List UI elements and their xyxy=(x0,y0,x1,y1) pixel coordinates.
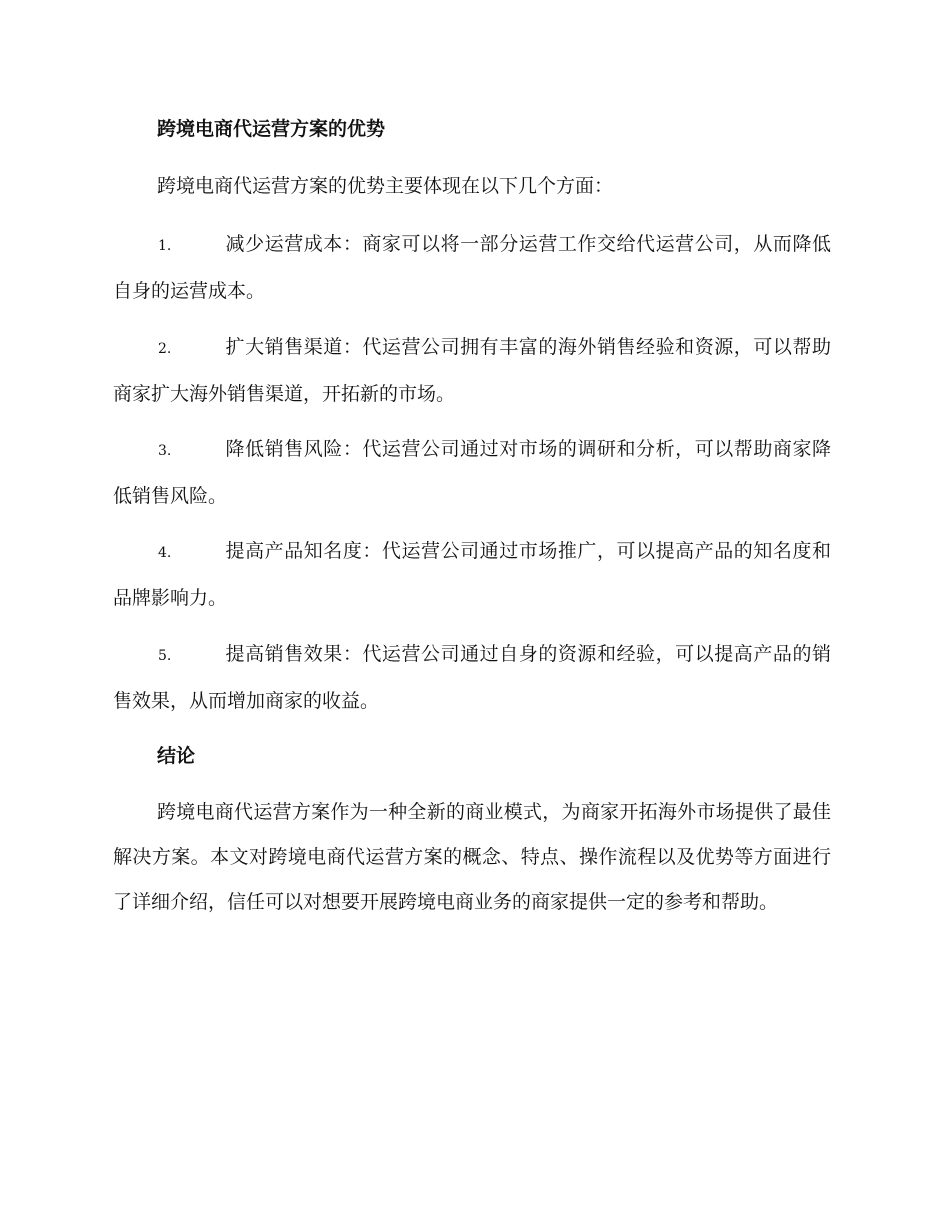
advantages-intro: 跨境电商代运营方案的优势主要体现在以下几个方面： xyxy=(157,175,614,197)
list-item xyxy=(113,632,831,724)
list-item-text: 提高产品知名度：代运营公司通过市场推广，可以提高产品的知名度和品牌影响力。 xyxy=(113,540,831,609)
list-item xyxy=(113,325,831,417)
advantages-heading: 跨境电商代运营方案的优势 xyxy=(157,118,386,140)
conclusion-heading: 结论 xyxy=(157,745,196,767)
list-item-number: 2. xyxy=(158,341,172,357)
list-item xyxy=(113,222,831,314)
list-item-text: 减少运营成本：商家可以将一部分运营工作交给代运营公司，从而降低自身的运营成本。 xyxy=(113,233,831,302)
list-item-text: 扩大销售渠道：代运营公司拥有丰富的海外销售经验和资源，可以帮助商家扩大海外销售渠道，开拓新的市场。 xyxy=(113,336,831,405)
conclusion-paragraph: 跨境电商代运营方案作为一种全新的商业模式，为商家开拓海外市场提供了最佳解决方案。本文对跨境电商代运营方案的概念、特点、操作流程以及优势等方面进行了详细介绍，信任可以对想要开展跨境电商业务的商家提供一定的参考和帮助。 xyxy=(113,801,831,913)
list-item-number: 3. xyxy=(158,443,172,459)
list-item xyxy=(113,529,831,621)
list-item xyxy=(113,427,831,519)
list-item-text: 降低销售风险：代运营公司通过对市场的调研和分析，可以帮助商家降低销售风险。 xyxy=(113,438,831,507)
list-item-number: 5. xyxy=(158,648,172,664)
list-item-text: 提高销售效果：代运营公司通过自身的资源和经验，可以提高产品的销售效果，从而增加商家的收益。 xyxy=(113,643,831,712)
list-item-number: 4. xyxy=(158,545,172,561)
list-item-number: 1. xyxy=(158,238,172,254)
